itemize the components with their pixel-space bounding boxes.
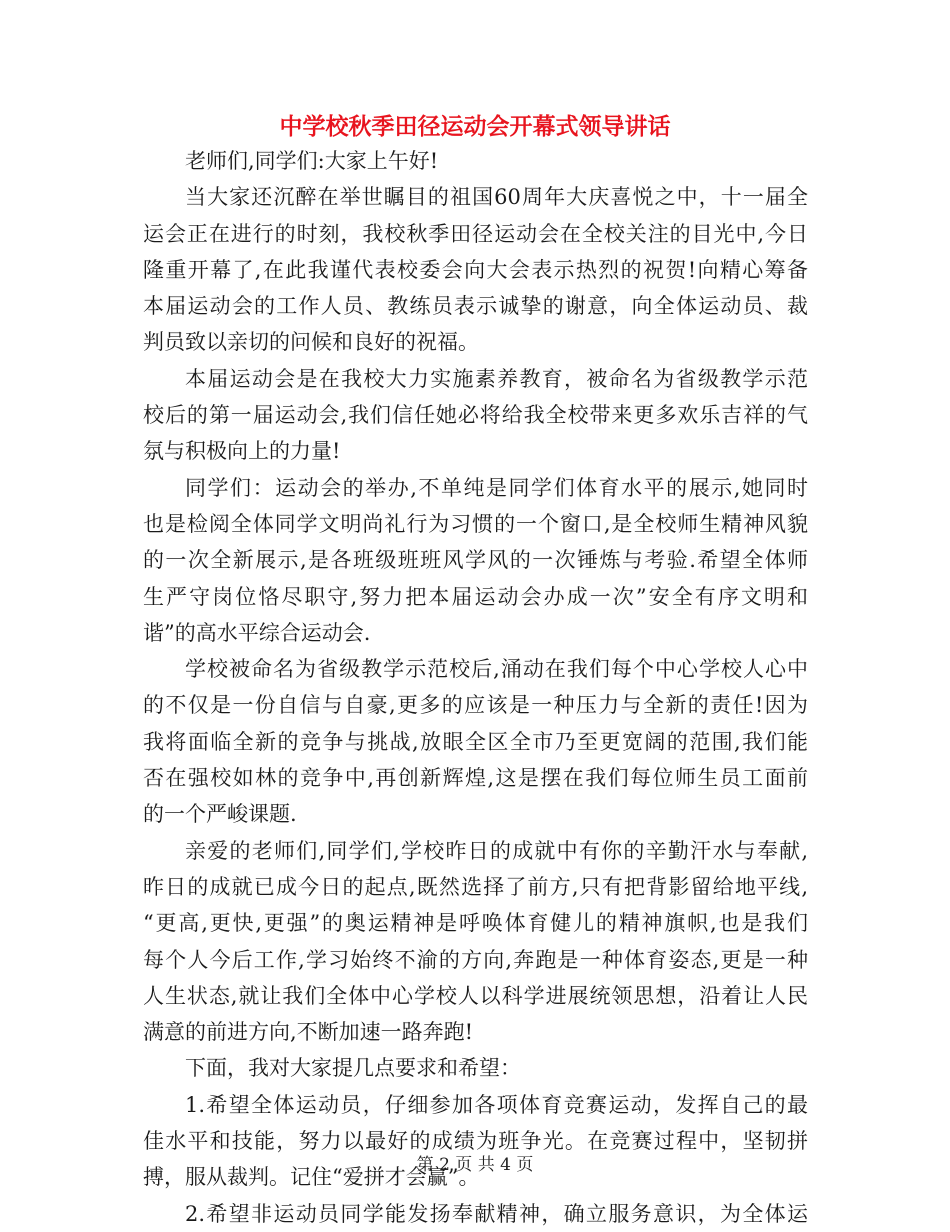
- text-line: 本届运动会的工作人员、教练员表示诚挚的谢意，向全体运动员、裁: [143, 294, 808, 319]
- text-line: 我将面临全新的竞争与挑战,放眼全区全市乃至更宽阔的范围,我们能: [143, 729, 808, 754]
- text-line: 每个人今后工作,学习始终不渝的方向,奔跑是一种体育姿态,更是一种: [143, 947, 808, 972]
- text-line: 1.希望全体运动员，仔细参加各项体育竞赛运动，发挥自己的最: [185, 1092, 808, 1117]
- text-line: 人生状态,就让我们全体中心学校人以科学进展统领思想，沿着让人民: [143, 983, 808, 1008]
- document-title: 中学校秋季田径运动会开幕式领导讲话: [279, 113, 671, 140]
- text-line: 亲爱的老师们,同学们,学校昨日的成就中有你的辛勤汗水与奉献,: [185, 838, 808, 863]
- text-line: 判员致以亲切的问候和良好的祝福。: [143, 330, 479, 355]
- text-line: 的不仅是一份自信与自豪,更多的应该是一种压力与全新的责任!因为: [143, 693, 808, 718]
- text-line: 否在强校如林的竞争中,再创新辉煌,这是摆在我们每位师生员工面前: [143, 766, 808, 791]
- text-line: 校后的第一届运动会,我们信任她必将给我全校带来更多欢乐吉祥的气: [143, 403, 808, 428]
- text-line: 佳水平和技能，努力以最好的成绩为班争光。在竞赛过程中，坚韧拼: [143, 1129, 808, 1154]
- text-line: “更高,更快,更强”的奥运精神是呼唤体育健儿的精神旗帜,也是我们: [143, 911, 808, 936]
- text-line: 下面，我对大家提几点要求和希望：: [185, 1056, 521, 1081]
- text-line: 本届运动会是在我校大力实施素养教育，被命名为省级教学示范: [185, 366, 808, 391]
- text-line: 的一个严峻课题.: [143, 802, 297, 827]
- text-line: 老师们,同学们:大家上午好!: [185, 149, 439, 173]
- text-line: 满意的前进方向,不断加速一路奔跑!: [143, 1020, 474, 1045]
- text-line: 生严守岗位恪尽职守,努力把本届运动会办成一次”安全有序文明和: [143, 584, 808, 609]
- text-line: 昨日的成就已成今日的起点,既然选择了前方,只有把背影留给地平线,: [143, 874, 808, 899]
- text-line: 的一次全新展示,是各班级班班风学风的一次锤炼与考验.希望全体师: [143, 548, 808, 573]
- text-line: 搏，服从裁判。记住“爱拼才会赢”。: [143, 1165, 480, 1190]
- text-line: 2.希望非运动员同学能发扬奉献精神，确立服务意识，为全体运: [185, 1201, 808, 1226]
- text-line: 同学们：运动会的举办,不单纯是同学们体育水平的展示,她同时: [185, 475, 808, 500]
- document-body: [143, 143, 808, 1232]
- text-line: 隆重开幕了,在此我谨代表校委会向大会表示热烈的祝贺!向精心筹备: [143, 257, 808, 282]
- text-line: 当大家还沉醉在举世瞩目的祖国60周年大庆喜悦之中，十一届全: [185, 185, 808, 210]
- page-number-footer: 第 2 页 共 4 页: [416, 1155, 534, 1175]
- text-line: 也是检阅全体同学文明尚礼行为习惯的一个窗口,是全校师生精神风貌: [143, 511, 808, 536]
- text-line: 谐”的高水平综合运动会.: [143, 620, 371, 645]
- text-line: 运会正在进行的时刻，我校秋季田径运动会在全校关注的目光中,今日: [143, 221, 808, 246]
- text-line: 学校被命名为省级教学示范校后,涌动在我们每个中心学校人心中: [185, 657, 808, 682]
- text-line: 氛与积极向上的力量!: [143, 439, 341, 464]
